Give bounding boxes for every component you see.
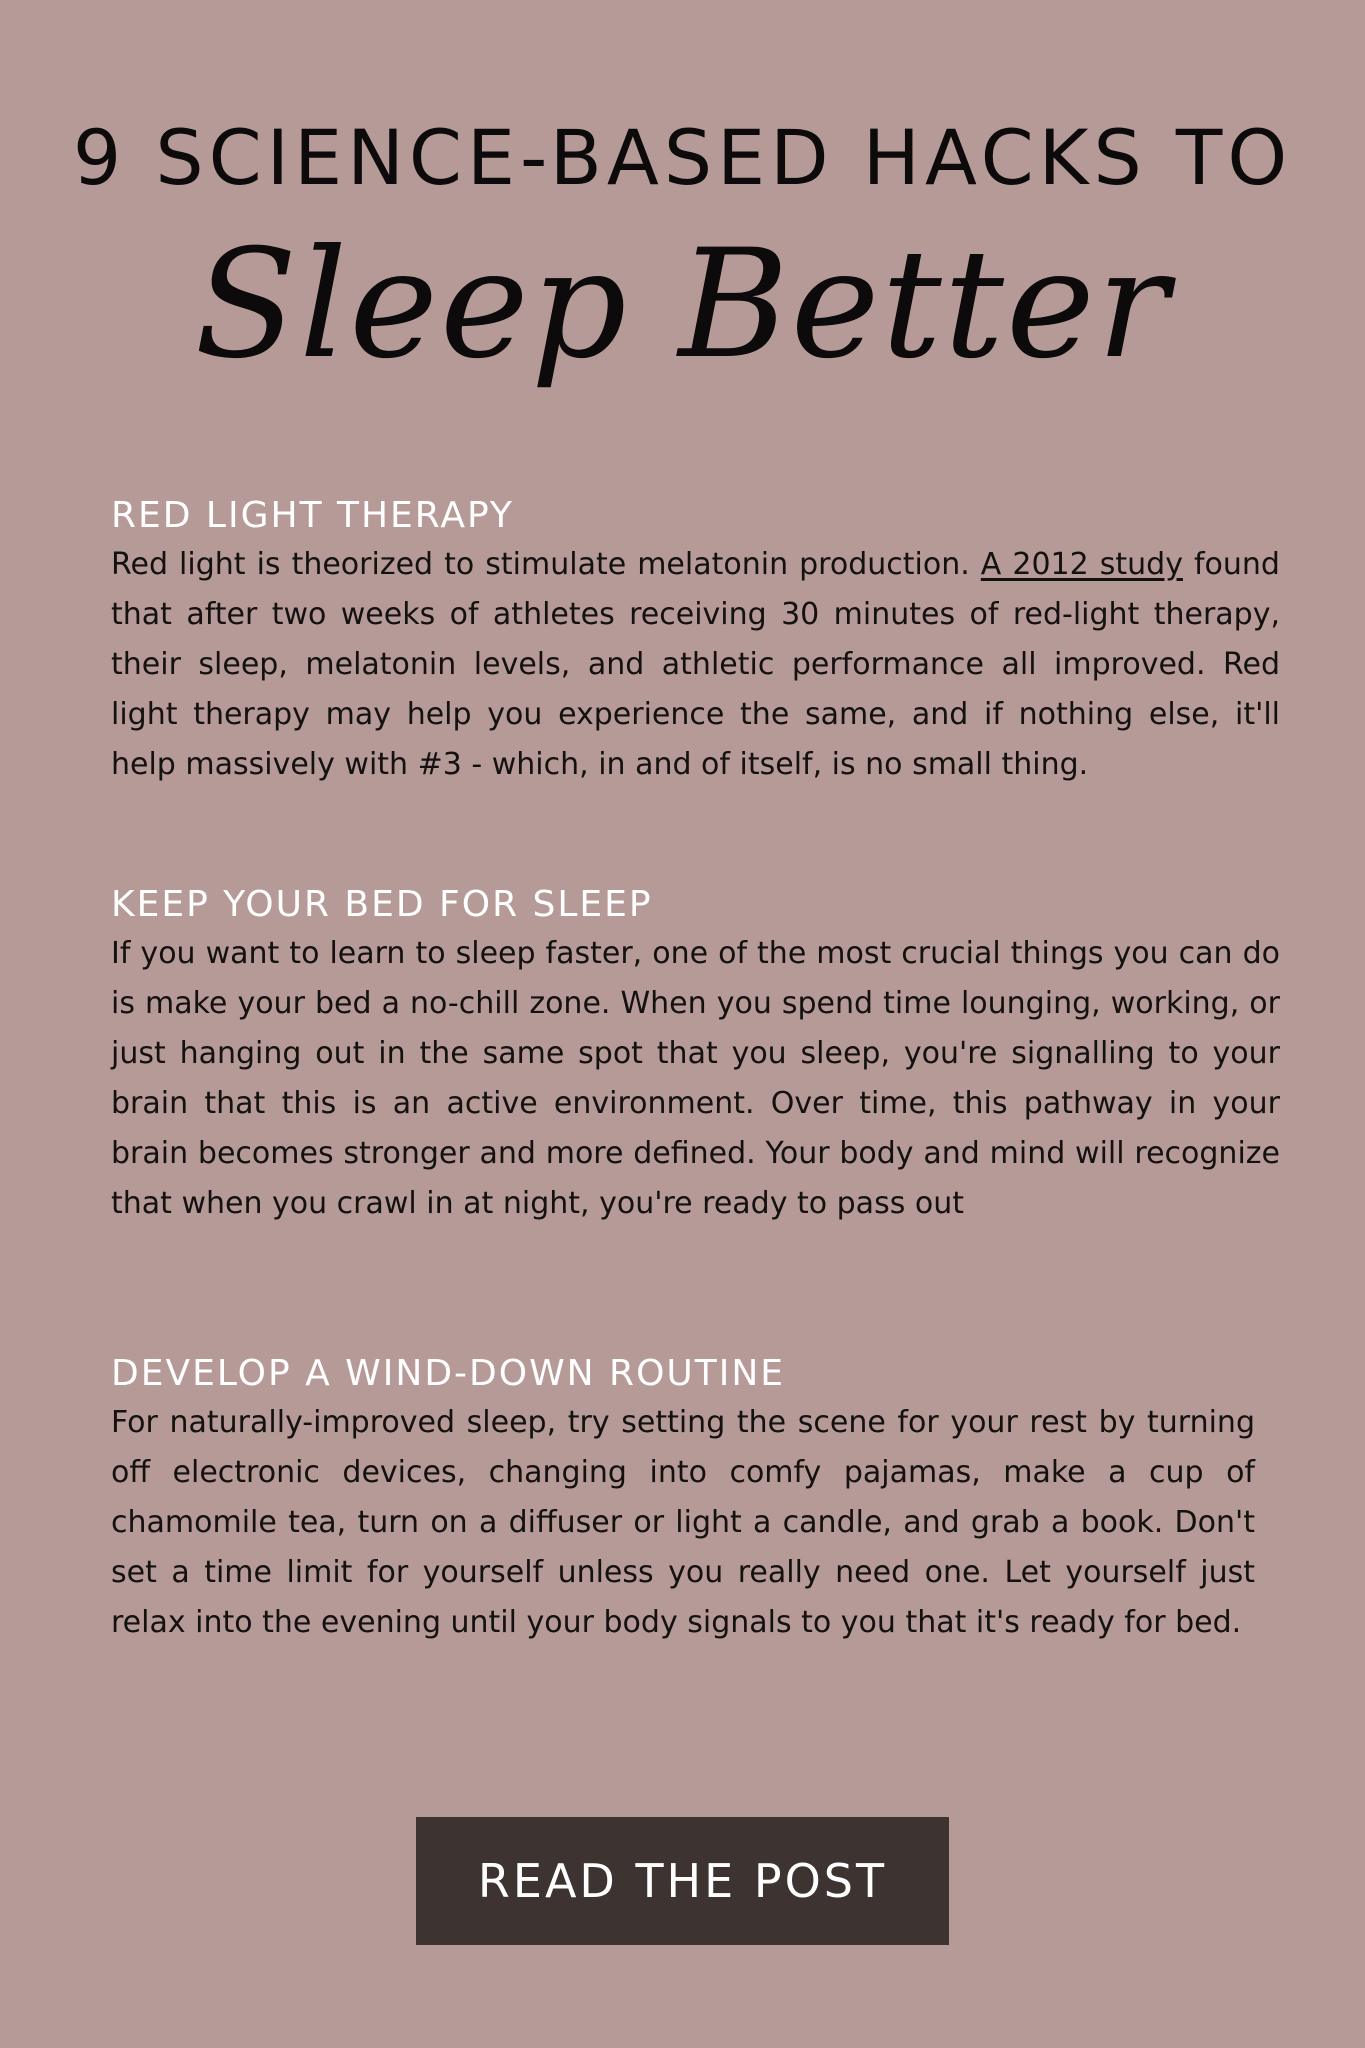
section-keep-bed-for-sleep (111, 881, 1280, 1229)
read-the-post-button[interactable]: READ THE POST (416, 1817, 949, 1945)
section-body: For naturally-improved sleep, try setting the scene for your rest by turning off electronic devices, changing into comfy pajamas, make a cup of chamomile tea, turn on a diffuser or light a candle, and grab a book. Don't set a time limit for yourself unless you really need one. Let yourself just relax into the evening until your body signals to you that it's ready for bed. (111, 1405, 1255, 1640)
section-body-text: Red light is theorized to stimulate melatonin production. (111, 547, 981, 582)
section-heading: RED LIGHT THERAPY (111, 495, 514, 536)
section-wind-down-routine (111, 1350, 1255, 1648)
section-body: If you want to learn to sleep faster, one of the most crucial things you can do is make your bed a no-chill zone. When you spend time lounging, working, or just hanging out in the same spot that you sleep, you're signalling to your brain that this is an active environment. Over time, this pathway in your brain becomes stronger and more defined. Your body and mind will recognize that when you crawl in at night, you're ready to pass out (111, 936, 1280, 1221)
section-heading: KEEP YOUR BED FOR SLEEP (111, 884, 653, 925)
page-title: 9 SCIENCE-BASED HACKS TO (72, 113, 1293, 202)
study-link[interactable]: A 2012 study (980, 547, 1183, 582)
page-title-script: Sleep Better (194, 218, 1171, 392)
section-body-text: found that after two weeks of athletes receiving 30 minutes of red-light therapy, their sleep, melatonin levels, and athletic performance all improved. Red light therapy may help you experience the same, and if nothing else, it'll help massively with #3 - which, in and of itself, is no small thing. (111, 547, 1280, 782)
section-body (111, 540, 1280, 790)
section-heading: DEVELOP A WIND-DOWN ROUTINE (111, 1353, 786, 1394)
section-red-light-therapy (111, 492, 1280, 790)
